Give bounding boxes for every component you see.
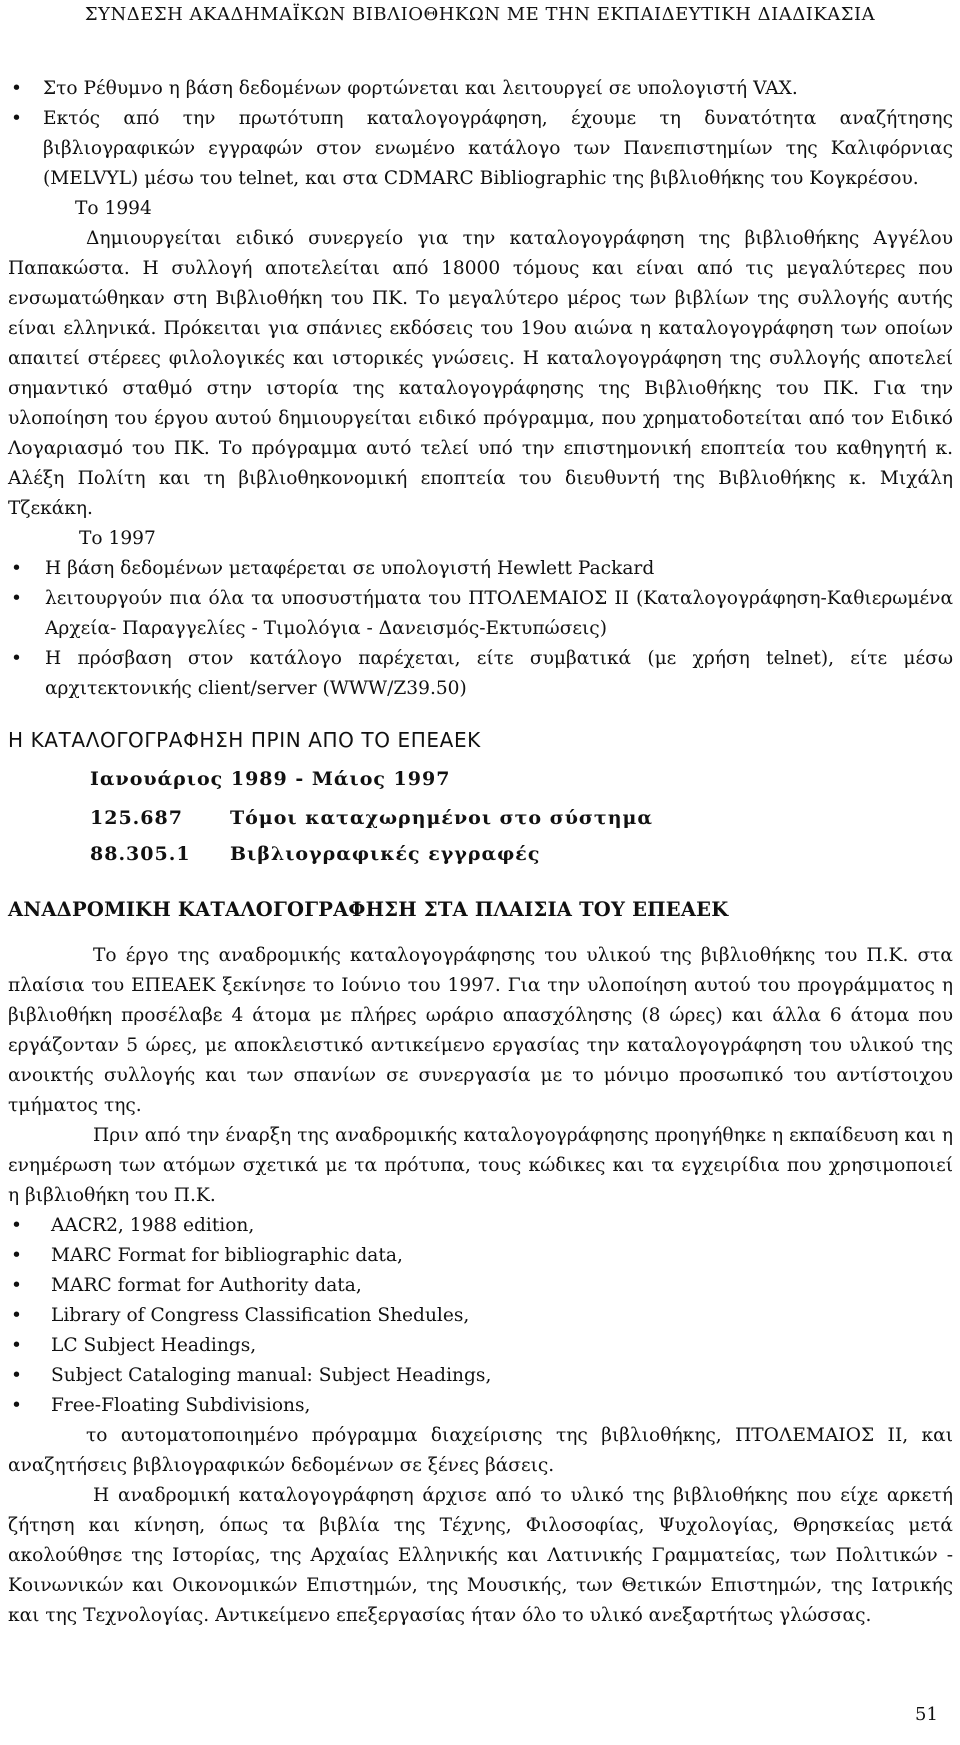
manual-list-item: • MARC Format for bibliographic data,	[8, 1241, 953, 1271]
paragraph-software: το αυτοματοποιημένο πρόγραμμα διαχείρισης της βιβλιοθήκης, ΠΤΟΛΕΜΑΙΟΣ ΙΙ, και αναζητήσεις βιβλιογραφικών δεδομένων σε ξένες βάσεις.	[8, 1425, 953, 1476]
manual-list-item: • Library of Congress Classification Shedules,	[8, 1301, 953, 1331]
stat-row	[90, 836, 953, 872]
stat-label: Βιβλιογραφικές εγγραφές	[230, 843, 541, 865]
bullet-item: • Η βάση δεδομένων μεταφέρεται σε υπολογιστή Hewlett Packard	[8, 554, 953, 584]
manual-list-item: • MARC format for Authority data,	[8, 1271, 953, 1301]
manual-list-item: • Free-Floating Subdivisions,	[8, 1391, 953, 1421]
manual-list-item: • Subject Cataloging manual: Subject Headings,	[8, 1361, 953, 1391]
year-1997-label: Το 1997	[79, 528, 156, 549]
manual-list-item: • LC Subject Headings,	[8, 1331, 953, 1361]
stat-number: 88.305.1	[90, 843, 191, 865]
stat-number: 125.687	[90, 807, 183, 829]
bullet-item: • λειτουργούν πια όλα τα υποσυστήματα του ΠΤΟΛΕΜΑΙΟΣ ΙΙ (Καταλογογράφηση-Καθιερωμένα Αρχεία- Παραγγελίες - Τιμολόγια - Δανεισμός-Εκτυπώσεις)	[8, 584, 953, 644]
document-body	[8, 74, 953, 1631]
year-1994-label: Το 1994	[75, 198, 152, 219]
stat-label: Τόμοι καταχωρημένοι στο σύστημα	[230, 807, 654, 829]
paragraph-1994: Δημιουργείται ειδικό συνεργείο για την καταλογογράφηση της βιβλιοθήκης Αγγέλου Παπακώστα. Η συλλογή αποτελείται από 18000 τόμους και είναι από τις μεγαλύτερες που ενσωματώθηκαν στη Βιβλιοθήκη του ΠΚ. Το μεγαλύτερο μέρος των βιβλίων της συλλογής αυτής είναι ελληνικά. Πρόκειται για σπάνιες εκδόσεις του 19ου αιώνα η καταλογογράφηση των οποίων απαιτεί στέρεες φιλολογικές και ιστορικές γνώσεις. Η καταλογογράφηση της συλλογής αποτελεί σημαντικό σταθμό στην ιστορία της καταλογογράφησης της Βιβλιοθήκης του ΠΚ. Για την υλοποίηση του έργου αυτού δημιουργείται ειδικό πρόγραμμα, που χρηματοδοτείται από τον Ειδικό Λογαριασμό του ΠΚ. Το πρόγραμμα αυτό τελεί υπό την επιστημονική εποπτεία του καθηγητή κ. Αλέξη Πολίτη και τη βιβλιοθηκονομική εποπτεία του διευθυντή της Βιβλιοθήκης κ. Μιχάλη Τζεκάκη.	[8, 228, 953, 519]
stat-row	[90, 800, 953, 836]
paragraph-start: Η αναδρομική καταλογογράφηση άρχισε από το υλικό της βιβλιοθήκης που είχε αρκετή ζήτηση και κίνηση, όπως τα βιβλία της Τέχνης, Φιλοσοφίας, Ψυχολογίας, Θρησκείας μετά ακολούθησε της Ιστορίας, της Αρχαίας Ελληνικής και Λατινικής Γραμματείας, των Πολιτικών - Κοινωνικών και Οικονομικών Επιστημών, της Μουσικής, των Θετικών Επιστημών, της Ιατρικής και της Τεχνολογίας. Αντικείμενο επεξεργασίας ήταν όλο το υλικό ανεξαρτήτως γλώσσας.	[8, 1485, 953, 1626]
bullet-item: • Η πρόσβαση στον κατάλογο παρέχεται, είτε συμβατικά (με χρήση telnet), είτε μέσω αρχιτεκτονικής client/server (WWW/Z39.50)	[8, 644, 953, 704]
bullet-item: • Στο Ρέθυμνο η βάση δεδομένων φορτώνεται και λειτουργεί σε υπολογιστή VAX.	[8, 74, 953, 104]
section-heading-retrospective: ΑΝΑΔΡΟΜΙΚΗ ΚΑΤΑΛΟΓΟΓΡΑΦΗΣΗ ΣΤΑ ΠΛΑΙΣΙΑ ΤΟΥ ΕΠΕΑΕΚ	[8, 898, 729, 921]
paragraph-training: Πριν από την έναρξη της αναδρομικής καταλογογράφησης προηγήθηκε η εκπαίδευση και η ενημέρωση των ατόμων σχετικά με τα πρότυπα, τους κώδικες και τα εγχειρίδια που χρησιμοποιεί η βιβλιοθήκη του Π.Κ.	[8, 1125, 953, 1206]
manual-list-item: • AACR2, 1988 edition,	[8, 1211, 953, 1241]
paragraph-epeaek: Το έργο της αναδρομικής καταλογογράφησης του υλικού της βιβλιοθήκης του Π.Κ. στα πλαίσια του ΕΠΕΑΕΚ ξεκίνησε το Ιούνιο του 1997. Για την υλοποίηση αυτού του προγράμματος η βιβλιοθήκη προσέλαβε 4 άτομα με πλήρες ωράριο απασχόλησης (8 ώρες) και άλλα 6 άτομα που εργάζονταν 5 ώρες, με αποκλειστικό αντικείμενο εργασίας την καταλογογράφηση του υλικού της ανοικτής συλλογής και των σπανίων σε συνεργασία με το μόνιμο προσωπικό του αντίστοιχου τμήματος της.	[8, 945, 953, 1116]
running-header: ΣΥΝΔΕΣΗ ΑΚΑΔΗΜΑΪΚΩΝ ΒΙΒΛΙΟΘΗΚΩΝ ΜΕ ΤΗΝ ΕΚΠΑΙΔΕΥΤΙΚΗ ΔΙΑΔΙΚΑΣΙΑ	[84, 4, 876, 25]
date-range: Ιανουάριος 1989 - Μάιος 1997	[90, 768, 451, 790]
statistics	[8, 800, 953, 872]
page-number: 51	[915, 1704, 938, 1725]
bullet-item: • Εκτός από την πρωτότυπη καταλογογράφηση, έχουμε τη δυνατότητα αναζήτησης βιβλιογραφικών εγγραφών στον ενωμένο κατάλογο των Πανεπιστημίων της Καλιφόρνιας (MELVYL) μέσω του telnet, και στα CDMARC Bibliographic της βιβλιοθήκης του Κογκρέσου.	[8, 104, 953, 194]
section-heading-before-epeaek: Η ΚΑΤΑΛΟΓΟΓΡΑΦΗΣΗ ΠΡΙΝ ΑΠΟ ΤΟ ΕΠΕΑΕΚ	[8, 728, 481, 752]
